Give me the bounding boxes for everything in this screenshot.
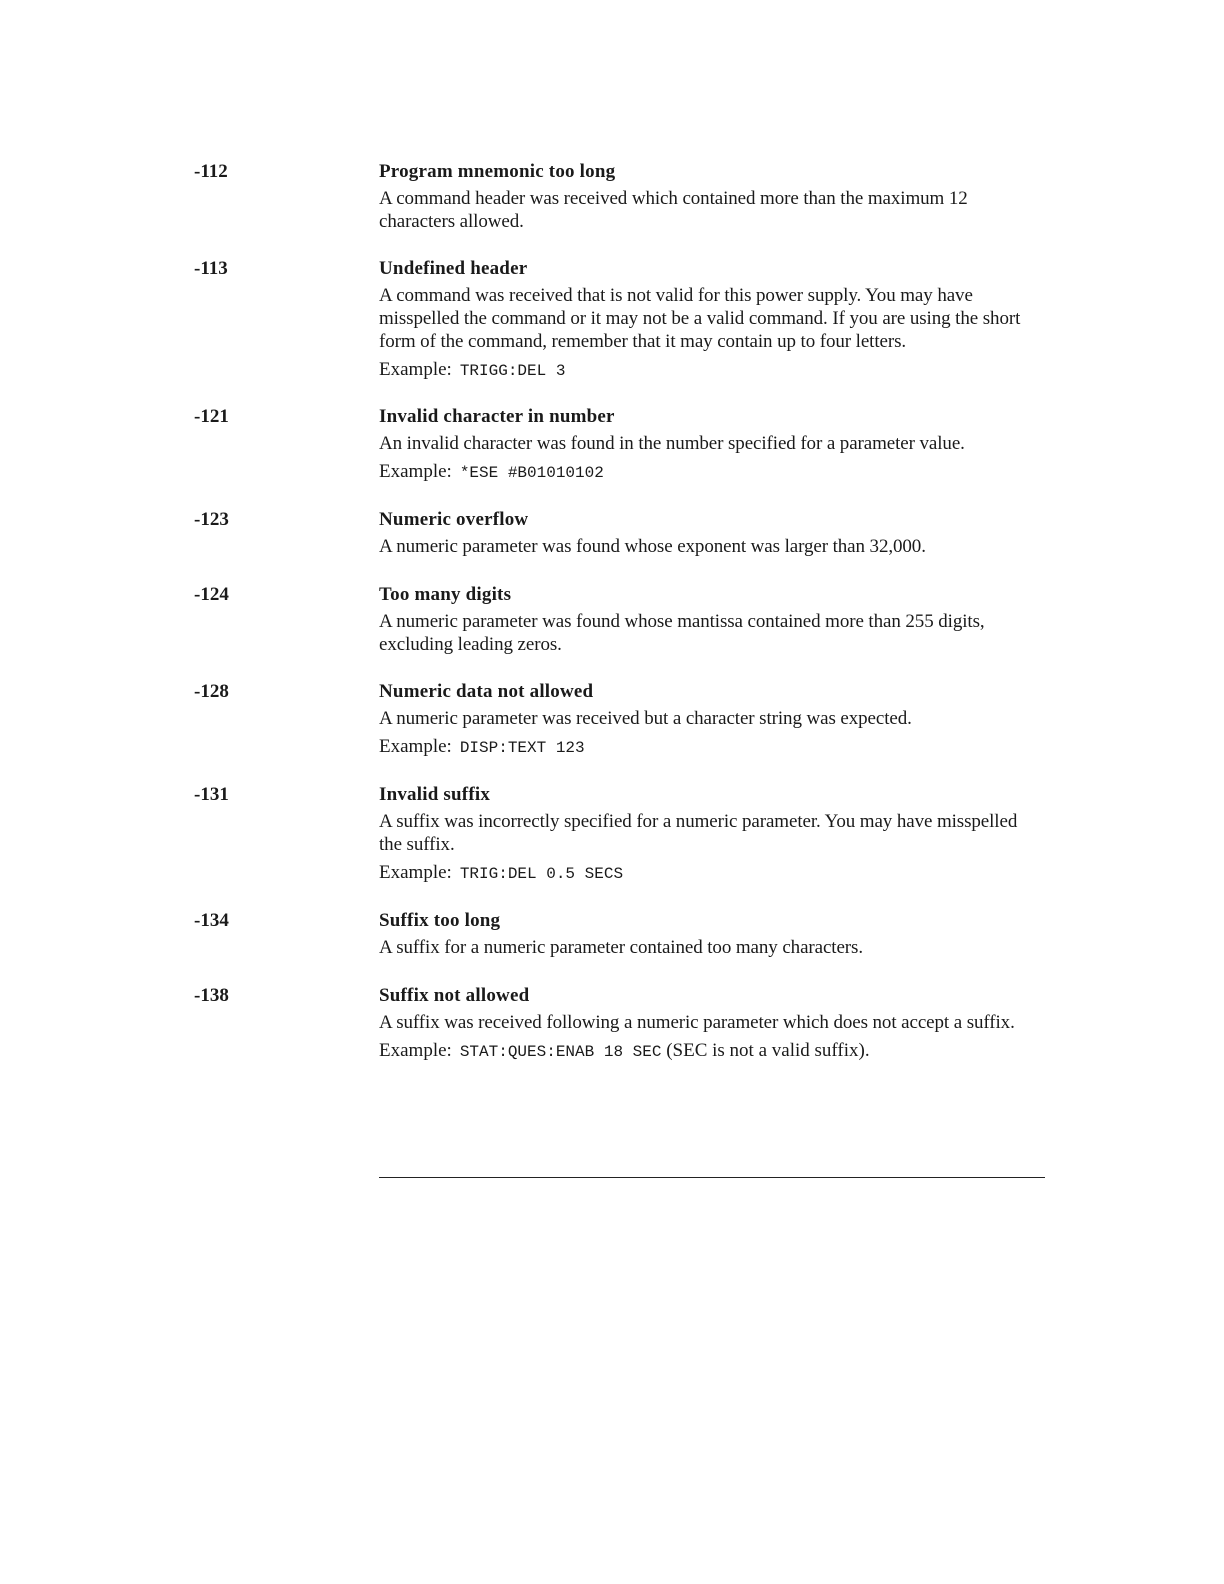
error-title: Invalid character in number bbox=[379, 406, 615, 427]
error-code: -128 bbox=[194, 681, 229, 702]
error-description: A numeric parameter was received but a character string was expected. bbox=[379, 708, 912, 729]
error-code: -121 bbox=[194, 406, 229, 427]
error-title: Undefined header bbox=[379, 258, 528, 279]
error-description: A numeric parameter was found whose exponent was larger than 32,000. bbox=[379, 536, 926, 557]
error-title: Numeric overflow bbox=[379, 509, 529, 530]
error-content bbox=[379, 160, 1044, 233]
error-content bbox=[379, 783, 1044, 886]
footer-divider bbox=[379, 1177, 1045, 1178]
error-content bbox=[379, 984, 1044, 1064]
example-code: STAT:QUES:ENAB 18 SEC bbox=[459, 1043, 662, 1061]
error-content bbox=[379, 405, 1044, 485]
example-code: TRIG:DEL 0.5 SECS bbox=[459, 865, 624, 883]
example-label: Example: bbox=[379, 862, 452, 883]
example-code: DISP:TEXT 123 bbox=[459, 739, 585, 757]
error-description: A command header was received which contained more than the maximum 12 characters allowed. bbox=[379, 188, 968, 232]
error-content bbox=[379, 909, 1044, 959]
error-description: An invalid character was found in the number specified for a parameter value. bbox=[379, 433, 965, 454]
example-label: Example: bbox=[379, 461, 452, 482]
error-code: -124 bbox=[194, 584, 229, 605]
error-title: Suffix not allowed bbox=[379, 985, 530, 1006]
error-content bbox=[379, 508, 1044, 558]
error-example bbox=[379, 861, 1044, 886]
error-code: -123 bbox=[194, 509, 229, 530]
error-content bbox=[379, 257, 1044, 383]
error-code: -112 bbox=[194, 161, 228, 182]
error-title: Program mnemonic too long bbox=[379, 161, 616, 182]
error-example bbox=[379, 358, 1044, 383]
error-description: A suffix for a numeric parameter contained too many characters. bbox=[379, 937, 863, 958]
example-code: *ESE #B01010102 bbox=[459, 464, 604, 482]
example-label: Example: bbox=[379, 359, 452, 380]
error-description: A numeric parameter was found whose mantissa contained more than 255 digits, excluding leading zeros. bbox=[379, 611, 985, 655]
error-code: -134 bbox=[194, 910, 229, 931]
example-code: TRIGG:DEL 3 bbox=[459, 362, 566, 380]
error-code: -138 bbox=[194, 985, 229, 1006]
error-title: Suffix too long bbox=[379, 910, 501, 931]
error-description: A command was received that is not valid for this power supply. You may have misspelled the command or it may not be a valid command. If you are using the short form of the command, remember that it may contain up to four letters. bbox=[379, 285, 1021, 352]
error-code: -131 bbox=[194, 784, 229, 805]
error-description: A suffix was incorrectly specified for a numeric parameter. You may have misspelled the suffix. bbox=[379, 811, 1018, 855]
error-example bbox=[379, 460, 1044, 485]
error-title: Too many digits bbox=[379, 584, 512, 605]
error-example bbox=[379, 735, 1044, 760]
error-content bbox=[379, 583, 1044, 656]
error-content bbox=[379, 680, 1044, 760]
error-title: Invalid suffix bbox=[379, 784, 491, 805]
error-example bbox=[379, 1039, 1044, 1064]
error-description: A suffix was received following a numeric parameter which does not accept a suffix. bbox=[379, 1012, 1015, 1033]
example-label: Example: bbox=[379, 736, 452, 757]
example-label: Example: bbox=[379, 1040, 452, 1061]
error-title: Numeric data not allowed bbox=[379, 681, 594, 702]
example-note: (SEC is not a valid suffix). bbox=[661, 1040, 870, 1061]
error-code: -113 bbox=[194, 258, 228, 279]
